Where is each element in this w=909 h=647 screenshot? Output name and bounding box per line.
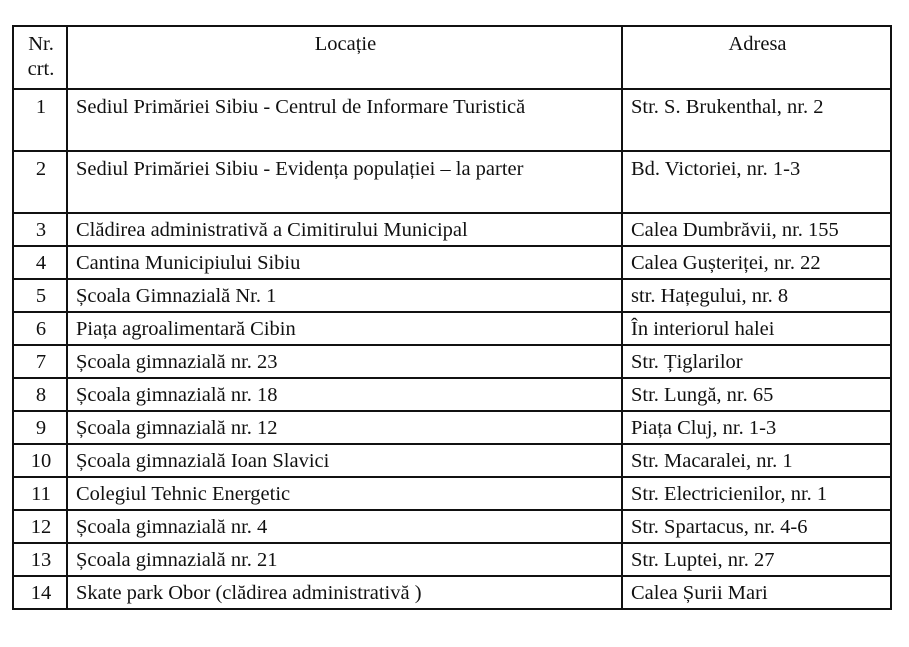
row-number: 8 (13, 378, 67, 411)
table-row (13, 312, 891, 345)
row-location: Cantina Municipiului Sibiu (67, 246, 622, 279)
table-row (13, 378, 891, 411)
row-address: Str. Lungă, nr. 65 (622, 378, 891, 411)
table-row (13, 543, 891, 576)
row-address: Str. S. Brukenthal, nr. 2 (622, 89, 891, 151)
row-address: Str. Macaralei, nr. 1 (622, 444, 891, 477)
table-row (13, 246, 891, 279)
table-row (13, 411, 891, 444)
row-number: 14 (13, 576, 67, 609)
row-address: Str. Electricienilor, nr. 1 (622, 477, 891, 510)
row-number: 4 (13, 246, 67, 279)
row-address: Piața Cluj, nr. 1-3 (622, 411, 891, 444)
row-number: 1 (13, 89, 67, 151)
header-nr-line1: Nr. (28, 33, 54, 55)
table-row (13, 151, 891, 213)
row-number: 6 (13, 312, 67, 345)
row-address: Calea Dumbrăvii, nr. 155 (622, 213, 891, 246)
row-number: 5 (13, 279, 67, 312)
row-location: Piața agroalimentară Cibin (67, 312, 622, 345)
row-address: Calea Șurii Mari (622, 576, 891, 609)
row-number: 10 (13, 444, 67, 477)
row-location: Școala gimnazială nr. 23 (67, 345, 622, 378)
row-location: Colegiul Tehnic Energetic (67, 477, 622, 510)
row-address: Bd. Victoriei, nr. 1-3 (622, 151, 891, 213)
table-row (13, 444, 891, 477)
row-number: 11 (13, 477, 67, 510)
row-number: 2 (13, 151, 67, 213)
row-location: Skate park Obor (clădirea administrativă ) (67, 576, 622, 609)
row-number: 7 (13, 345, 67, 378)
row-location: Sediul Primăriei Sibiu - Evidența populației – la parter (67, 151, 622, 213)
row-address: În interiorul halei (622, 312, 891, 345)
header-nr-line2: crt. (27, 58, 55, 80)
table-row (13, 89, 891, 151)
row-number: 12 (13, 510, 67, 543)
row-address: Str. Țiglarilor (622, 345, 891, 378)
table-row (13, 345, 891, 378)
row-location: Școala gimnazială Ioan Slavici (67, 444, 622, 477)
row-address: Str. Spartacus, nr. 4-6 (622, 510, 891, 543)
row-address: Str. Luptei, nr. 27 (622, 543, 891, 576)
row-location: Școala gimnazială nr. 18 (67, 378, 622, 411)
row-location: Școala gimnazială nr. 4 (67, 510, 622, 543)
row-number: 3 (13, 213, 67, 246)
header-nr-crt (13, 26, 67, 89)
table-row (13, 477, 891, 510)
row-location: Sediul Primăriei Sibiu - Centrul de Informare Turistică (67, 89, 622, 151)
table-row (13, 576, 891, 609)
header-adresa: Adresa (622, 26, 891, 89)
table-row (13, 510, 891, 543)
header-locatie: Locație (67, 26, 622, 89)
table-row (13, 279, 891, 312)
row-location: Școala gimnazială nr. 21 (67, 543, 622, 576)
row-location: Școala Gimnazială Nr. 1 (67, 279, 622, 312)
row-address: Calea Gușteriței, nr. 22 (622, 246, 891, 279)
row-location: Școala gimnazială nr. 12 (67, 411, 622, 444)
table-header-row (13, 26, 891, 89)
row-number: 9 (13, 411, 67, 444)
row-location: Clădirea administrativă a Cimitirului Municipal (67, 213, 622, 246)
row-number: 13 (13, 543, 67, 576)
table-row (13, 213, 891, 246)
row-address: str. Hațegului, nr. 8 (622, 279, 891, 312)
locations-table (12, 25, 892, 610)
